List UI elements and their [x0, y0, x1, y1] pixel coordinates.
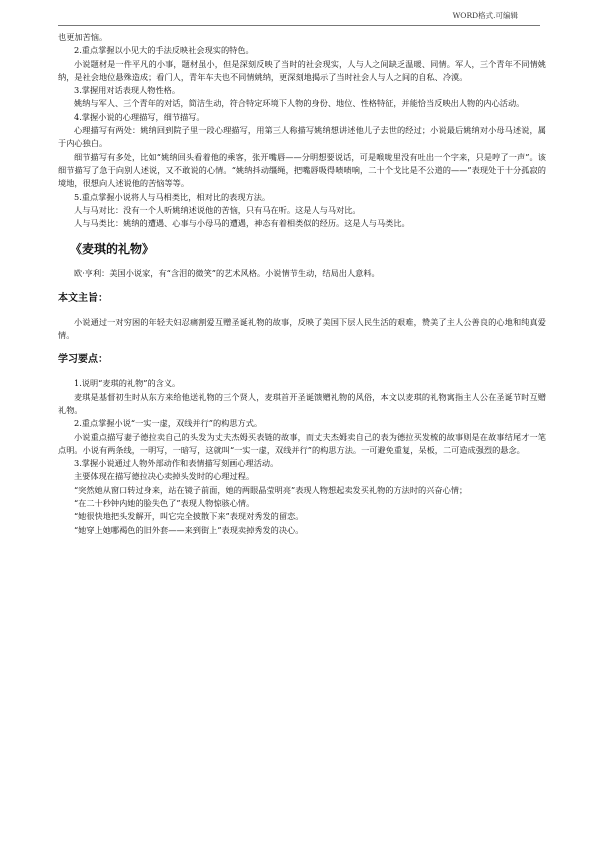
paragraph: 姚纳与军人、三个青年的对话，简洁生动，符合特定环境下人物的身份、地位、性格特征，并能恰当反映出人物的内心活动。 [74, 98, 525, 109]
paragraph: 4.掌握小说的心理描写，细节描写。 [74, 111, 205, 122]
paragraph: 人与马对比：没有一个人听姚纳述说他的苦恼，只有马在听。这是人与马对比。 [74, 204, 361, 215]
paragraph: 主要体现在描写德拉决心卖掉头发时的心理过程。 [74, 471, 255, 482]
document-body [58, 31, 546, 537]
paragraph: 2.重点掌握以小见大的手法反映社会现实的特色。 [74, 45, 254, 56]
section-key-points-paragraphs [58, 377, 546, 537]
paragraph: 3.掌握用对话表现人物性格。 [74, 85, 181, 96]
page-header: WORD格式.可编辑 [452, 11, 518, 20]
section-heading-key-points: 学习要点： [58, 354, 108, 366]
paragraph: 小说通过一对穷困的年轻夫妇忍痛割爱互赠圣诞礼物的故事，反映了美国下层人民生活的艰难，赞美了主人公善良的心地和纯真爱情。 [58, 316, 546, 341]
paragraph: “突然她从窗口转过身来，站在镜子前面，她的两眼晶莹明亮”表现人物想起卖发买礼物的方法时的兴奋心情； [74, 484, 468, 495]
paragraph: 细节描写有多处，比如“姚纳回头看着他的乘客，张开嘴唇——分明想要说话，可是喉咙里没有吐出一个字来，只是哼了一声”。该细节描写了急于向别人述说，又不敢说的心情。“姚纳抖动缰绳，把嘴唇吸得啧啧响，二十个戈比是不公道的——”表现处于十分孤寂的境地，很想向人述说他的苦恼等等。 [58, 151, 546, 189]
author-line: 欧·亨利：美国小说家，有“含泪的微笑”的艺术风格。小说情节生动，结局出人意料。 [74, 268, 380, 279]
section-heading-theme: 本文主旨： [58, 292, 108, 304]
paragraph: “她很快地把头发解开，叫它完全披散下来”表现对秀发的留恋。 [74, 511, 304, 522]
paragraph: 2.重点掌握小说“一实一虚，双线并行”的构思方式。 [74, 418, 263, 429]
paragraph: 麦琪是基督初生时从东方来给他送礼物的三个贤人，麦琪首开圣诞馈赠礼物的风俗，本文以麦琪的礼物寓指主人公在圣诞节时互赠礼物。 [58, 391, 546, 415]
paragraph: “在二十秒钟内她的脸失色了”表现人物惊骇心情。 [74, 498, 255, 509]
article-title: 《麦琪的礼物》 [70, 242, 155, 257]
section-theme-paragraphs [58, 316, 546, 343]
header-divider [58, 25, 540, 26]
paragraph: 小说题材是一件平凡的小事，题材虽小，但是深刻反映了当时的社会现实，人与人之间缺乏温暖、同情。军人，三个青年不同情姚纳，是社会地位悬殊造成；看门人，青年车夫也不同情姚纳，更深刻地揭示了当时社会人与人之间的自私、冷漠。 [58, 58, 546, 82]
paragraph: “她穿上她哪褐色的旧外套——来到街上”表现卖掉秀发的决心。 [74, 524, 304, 535]
top-paragraphs [58, 31, 546, 230]
paragraph: 也更加苦恼。 [58, 32, 108, 42]
paragraph: 小说重点描写妻子德拉卖自己的头发为丈夫杰姆买表链的故事，而丈夫杰姆卖自己的表为德拉买发梳的故事则是在故事结尾才一笔点明。小说有两条线，一明写，一暗写，这就叫“一实一虚，双线并行”的构思方法。一可避免重复，呆板，二可造成强烈的悬念。 [58, 431, 546, 455]
paragraph: 心理描写有两处：姚纳回到院子里一段心理描写，用第三人称描写姚纳想讲述他儿子去世的经过；小说最后姚纳对小母马述说，属于内心独白。 [58, 125, 546, 149]
paragraph: 人与马类比：姚纳的遭遇、心事与小母马的遭遇，神态有着相类似的经历。这是人与马类比。 [74, 218, 410, 229]
paragraph: 3.掌握小说通过人物外部动作和表情描写刻画心理活动。 [74, 458, 279, 469]
paragraph: 5.重点掌握小说将人与马相类比，相对比的表现方法。 [74, 191, 271, 202]
paragraph: 1.说明“麦琪的礼物”的含义。 [74, 378, 181, 389]
